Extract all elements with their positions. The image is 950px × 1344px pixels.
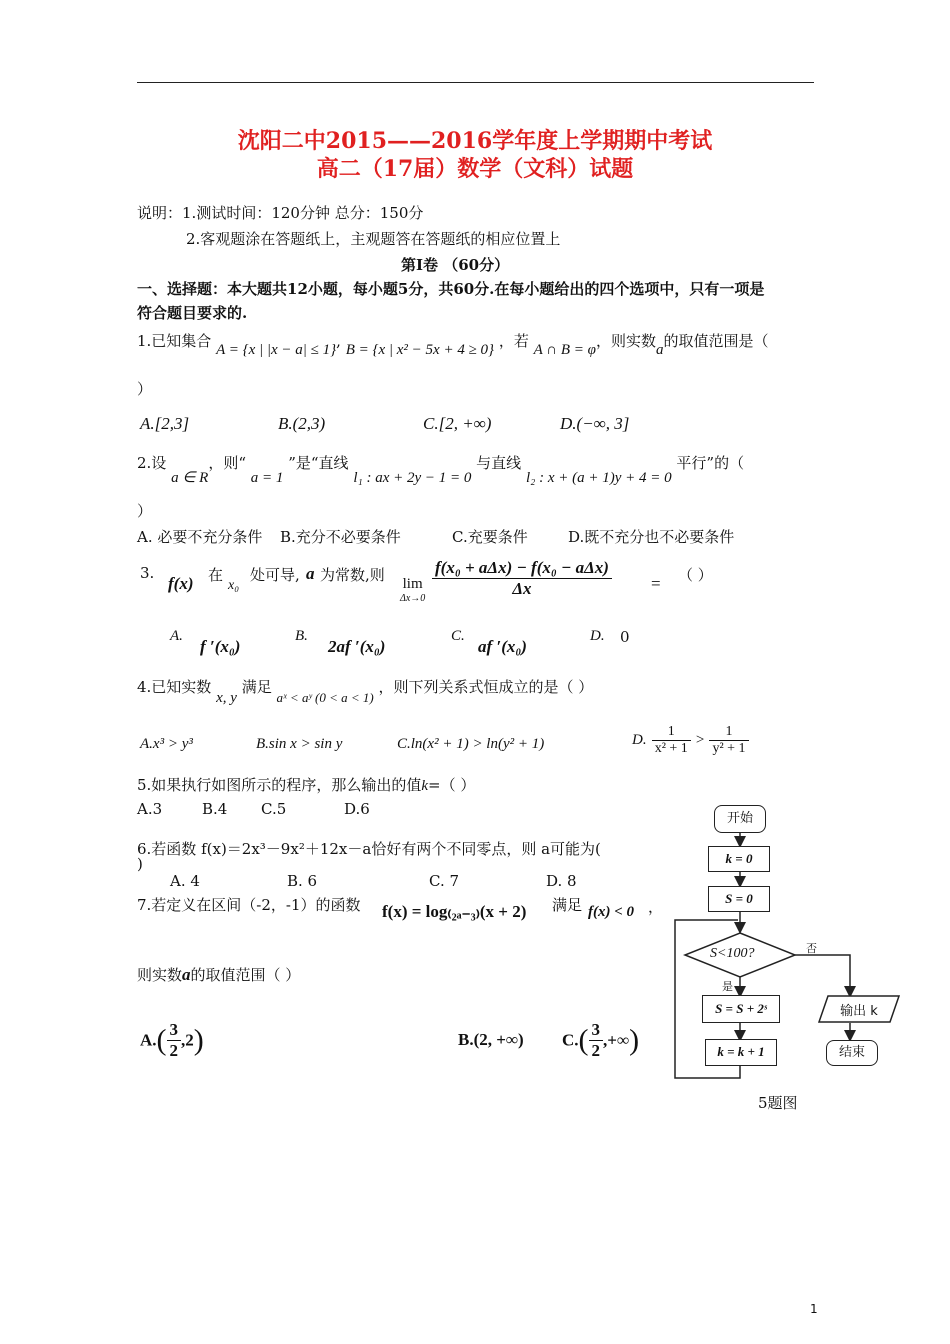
q3-option-a-label: A. <box>170 628 183 644</box>
section-heading-2: 符合题目要求的. <box>137 304 248 322</box>
q2-condition-1: a ∈ R <box>171 470 209 486</box>
q4-option-c: C.ln(x² + 1) > ln(y² + 1) <box>397 736 545 752</box>
title-line-2: 高二（17届）数学（文科）试题 <box>316 156 634 182</box>
q3-option-d-value: 0 <box>620 628 630 646</box>
q2-option-c: C.充要条件 <box>452 528 528 546</box>
q7-option-a-label: A. <box>140 1030 157 1050</box>
q5-text: 5.如果执行如图所示的程序，那么输出的值 <box>137 776 422 794</box>
q4-d-left-num: 1 <box>652 724 691 741</box>
flowchart-init-s: S = 0 <box>708 886 770 912</box>
q2-option-b: B.充分不必要条件 <box>280 528 401 546</box>
q3-text-3: 为常数,则 <box>320 566 385 584</box>
question-4-stem <box>137 676 594 706</box>
q3-option-c-label: C. <box>451 628 465 644</box>
q3-fraction <box>432 558 612 599</box>
q4-text-c: ，则下列关系式恒成立的是（ ） <box>378 678 594 696</box>
q3-option-d-label: D. <box>590 628 605 644</box>
q2-condition-2: a = 1 <box>250 470 284 486</box>
notes <box>137 202 423 223</box>
q2-text-a: 2.设 <box>137 454 167 472</box>
q3-text-2: 处可导, <box>250 566 300 584</box>
flowchart-connectors <box>660 795 920 1095</box>
flowchart-start: 开始 <box>714 805 766 833</box>
q7-var-a: a <box>182 965 191 984</box>
q1-set-a: A = {x | |x − a| ≤ 1} <box>216 342 337 358</box>
q7-option-c: C.( $\frac{3}{2}$ ,+∞) <box>562 1020 640 1060</box>
q7-line-2 <box>137 964 300 985</box>
section-title: 第Ⅰ卷 （60分） <box>401 256 510 274</box>
q1-option-d: D.(−∞, 3] <box>560 414 630 433</box>
notes-label: 说明： <box>137 204 183 222</box>
q1-var: a <box>655 342 664 358</box>
q7-c-frac-num: 3 <box>589 1020 604 1041</box>
q7-text-c: 则实数 <box>137 966 183 984</box>
q7-function: f(x) = log₍₂ₐ₋₃₎(x + 2) <box>382 902 527 921</box>
q3-option-a-value: f ′(x₀) <box>200 637 241 656</box>
q1-option-a: A.[2,3] <box>140 414 190 433</box>
q7-option-c-label: C. <box>562 1030 579 1050</box>
q3-denominator: Δx <box>512 579 532 598</box>
q3-limit <box>400 576 425 604</box>
q2-text-c: ”是“直线 <box>288 454 349 472</box>
flowchart-condition: S<100? <box>710 946 755 961</box>
question-6-stem: 6.若函数 f(x)＝2x³－9x²＋12x－a恰好有两个不同零点，则 a可能为( <box>137 840 601 858</box>
q2-text-d: 与直线 <box>476 454 522 472</box>
q4-d-left-den: x² + 1 <box>654 741 688 756</box>
q2-text-b: ，则“ <box>208 454 246 472</box>
q6-option-b: B. 6 <box>287 872 318 890</box>
q5-option-b: B.4 <box>202 800 228 818</box>
q7-text-b: 满足 <box>552 896 583 914</box>
q5-option-a: A.3 <box>137 800 163 818</box>
q1-option-c: C.[2, +∞) <box>423 414 492 433</box>
q1-close: ） <box>137 380 153 398</box>
q3-option-c-value: af ′(x₀) <box>478 637 527 656</box>
flowchart-end: 结束 <box>826 1040 878 1066</box>
q6-option-c: C. 7 <box>429 872 460 890</box>
question-2-stem <box>137 452 745 486</box>
header-rule <box>137 82 814 83</box>
q1-condition: A ∩ B = φ <box>533 342 596 358</box>
q3-option-b-value: 2af ′(x₀) <box>328 637 386 656</box>
q7-a-frac-den: 2 <box>169 1041 179 1060</box>
q2-text-e: 平行”的（ <box>676 454 745 472</box>
question-1-stem: 1.已知集合 A = {x | |x − a| ≤ 1}, B = {x | x² − 5x + 4 ≥ 0} ，若 A ∩ B = φ，则实数a的取值范围是（ <box>137 332 769 358</box>
q1-option-b: B.(2,3) <box>278 414 326 433</box>
flowchart-yes-label: 是 <box>722 980 733 993</box>
q4-d-right-den: y² + 1 <box>712 741 746 756</box>
notes-line-1: 1.测试时间：120分钟 总分：150分 <box>182 204 424 222</box>
q2-line-2: l₂ : x + (a + 1)y + 4 = 0 <box>525 470 672 486</box>
q3-x0: x₀ <box>228 578 240 593</box>
q3-function: f(x) <box>168 574 194 593</box>
q5-option-c: C.5 <box>261 800 287 818</box>
q5-tail: =（ ） <box>428 776 476 794</box>
flowchart-update-s: S = S + 2ˢ <box>702 995 780 1023</box>
flowchart-output: 输出 k <box>840 1004 878 1019</box>
q2-close: ） <box>137 502 153 520</box>
q7-c-frac-den: 2 <box>591 1041 601 1060</box>
q3-lim-sub: Δx→0 <box>400 593 426 604</box>
q2-option-d: D.既不充分也不必要条件 <box>568 528 735 546</box>
section-heading-1: 一、选择题：本大题共12小题，每小题5分，共60分.在每小题给出的四个选项中，只有一项是 <box>137 280 765 298</box>
q5-var-k: k <box>421 778 428 794</box>
q6-close: ) <box>137 855 143 873</box>
q4-text-a: 4.已知实数 <box>137 678 212 696</box>
q1-text-c: ，则实数 <box>595 332 656 350</box>
q4-d-right-num: 1 <box>709 724 748 741</box>
q4-option-b: B.sin x > sin y <box>256 736 343 752</box>
notes-line-2: 2.客观题涂在答题纸上，主观题答在答题纸的相应位置上 <box>186 230 561 248</box>
page-number: 1 <box>810 1302 818 1316</box>
q7-condition: f(x) < 0 <box>588 904 635 920</box>
q1-text-a: 1.已知集合 <box>137 332 212 350</box>
q4-option-a: A.x³ > y³ <box>140 736 193 752</box>
q4-condition: aˣ < aʸ (0 < a < 1) <box>276 690 374 705</box>
q3-answer-paren: （ ） <box>678 566 713 584</box>
flowchart-init-k: k = 0 <box>708 846 770 872</box>
q7-a-tail: ,2 <box>181 1030 194 1050</box>
q3-option-b-label: B. <box>295 628 308 644</box>
q4-d-gt: > <box>695 732 705 748</box>
q1-text-d: 的取值范围是（ <box>663 332 769 350</box>
q4-text-b: 满足 <box>241 678 272 696</box>
q7-a-frac-num: 3 <box>167 1020 182 1041</box>
flowchart-caption: 5题图 <box>758 1094 798 1112</box>
q4-option-d-label: D. <box>632 732 647 748</box>
q3-numerator: f(x₀ + aΔx) − f(x₀ − aΔx) <box>432 558 612 579</box>
q2-option-a: A. 必要不充分条件 <box>137 528 263 546</box>
q3-text-1: 在 <box>208 566 224 584</box>
q6-option-a: A. 4 <box>170 872 200 890</box>
q5-option-d: D.6 <box>344 800 370 818</box>
flowchart-update-k: k = k + 1 <box>705 1039 777 1066</box>
q7-comma: ， <box>648 898 664 916</box>
question-5-stem <box>137 774 475 795</box>
q4-vars: x, y <box>216 690 237 706</box>
q7-text-d: 的取值范围（ ） <box>190 966 301 984</box>
q3-lim-word: lim <box>402 576 423 592</box>
q3-number: 3. <box>140 564 155 582</box>
q3-equals: = <box>651 574 661 593</box>
title-line-1: 沈阳二中2015——2016学年度上学期期中考试 <box>237 128 713 154</box>
q1-set-b: B = {x | x² − 5x + 4 ≥ 0} <box>345 342 495 358</box>
q2-line-1: l₁ : ax + 2y − 1 = 0 <box>353 470 472 486</box>
q6-option-d: D. 8 <box>546 872 577 890</box>
q7-option-a: A.( $\frac{3}{2}$ ,2) <box>140 1020 204 1060</box>
q7-c-tail: ,+∞ <box>603 1030 630 1050</box>
flowchart-no-label: 否 <box>806 942 817 955</box>
q7-option-b: B.(2, +∞) <box>458 1030 524 1049</box>
q7-text-a: 7.若定义在区间（-2，-1）的函数 <box>137 896 361 914</box>
q3-var-a: a <box>306 564 315 583</box>
q4-option-d <box>632 724 749 757</box>
